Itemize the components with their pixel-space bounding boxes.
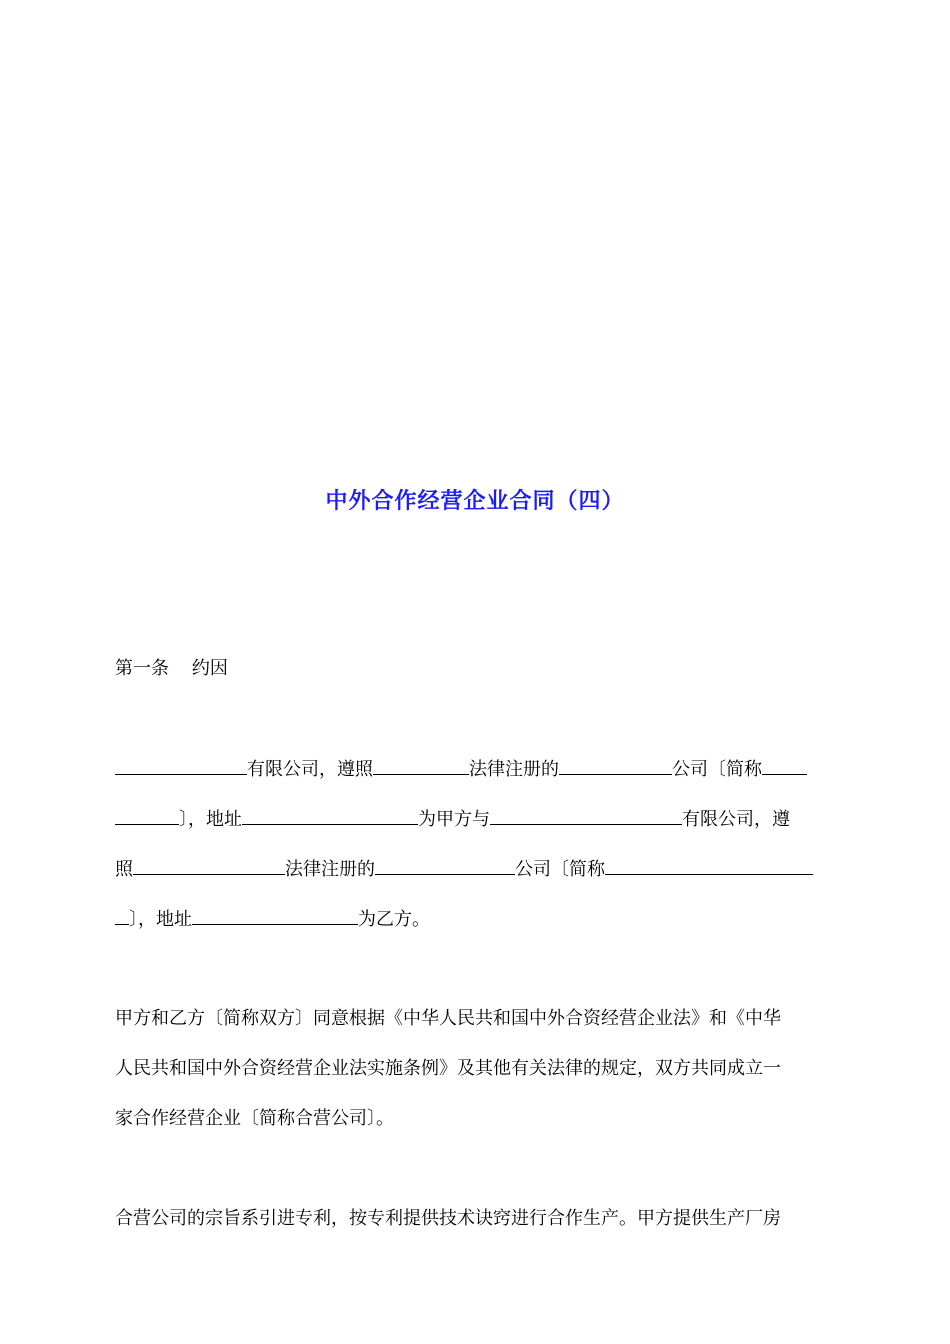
paragraph-line: 合营公司的宗旨系引进专利，按专利提供技术诀窍进行合作生产。甲方提供生产厂房 <box>115 1208 781 1229</box>
paragraph-line: 家合作经营企业〔简称合营公司〕。 <box>115 1108 394 1129</box>
article-1-heading: 第一条 约因 <box>115 658 228 679</box>
fill-in-blank <box>373 758 469 775</box>
fill-in-blank <box>115 808 179 825</box>
paragraph-agreement <box>115 994 837 1144</box>
paragraph-purpose <box>115 1194 837 1244</box>
paragraph-line: 人民共和国中外合资经营企业法实施条例》及其他有关法律的规定，双方共同成立一 <box>115 1058 781 1079</box>
text-segment: 为乙方。 <box>358 909 430 930</box>
fill-in-blank <box>115 908 129 925</box>
fill-in-blank <box>490 808 682 825</box>
paragraph-parties <box>115 745 837 945</box>
text-segment: 公司〔简称 <box>672 759 762 780</box>
fill-in-blank <box>242 808 418 825</box>
paragraph-line <box>115 845 837 895</box>
fill-in-blank <box>559 758 672 775</box>
fill-in-blank <box>375 858 515 875</box>
text-segment: 为甲方与 <box>418 809 490 830</box>
text-segment: 照 <box>115 859 133 880</box>
fill-in-blank <box>192 908 358 925</box>
paragraph-line <box>115 795 837 845</box>
text-segment: 〕，地址 <box>179 809 242 830</box>
fill-in-blank <box>115 758 247 775</box>
document-title: 中外合作经营企业合同（四） <box>325 489 625 514</box>
text-segment: 有限公司，遵照 <box>247 759 373 780</box>
fill-in-blank <box>133 858 285 875</box>
paragraph-line: 甲方和乙方〔简称双方〕同意根据《中华人民共和国中外合资经营企业法》和《中华 <box>115 1008 781 1029</box>
paragraph-line <box>115 745 837 795</box>
text-segment: 法律注册的 <box>285 859 375 880</box>
fill-in-blank <box>605 858 813 875</box>
fill-in-blank <box>762 758 807 775</box>
text-segment: 有限公司，遵 <box>682 809 790 830</box>
text-segment: 法律注册的 <box>469 759 559 780</box>
text-segment: 〕，地址 <box>129 909 192 930</box>
paragraph-line <box>115 895 837 945</box>
text-segment: 公司〔简称 <box>515 859 605 880</box>
